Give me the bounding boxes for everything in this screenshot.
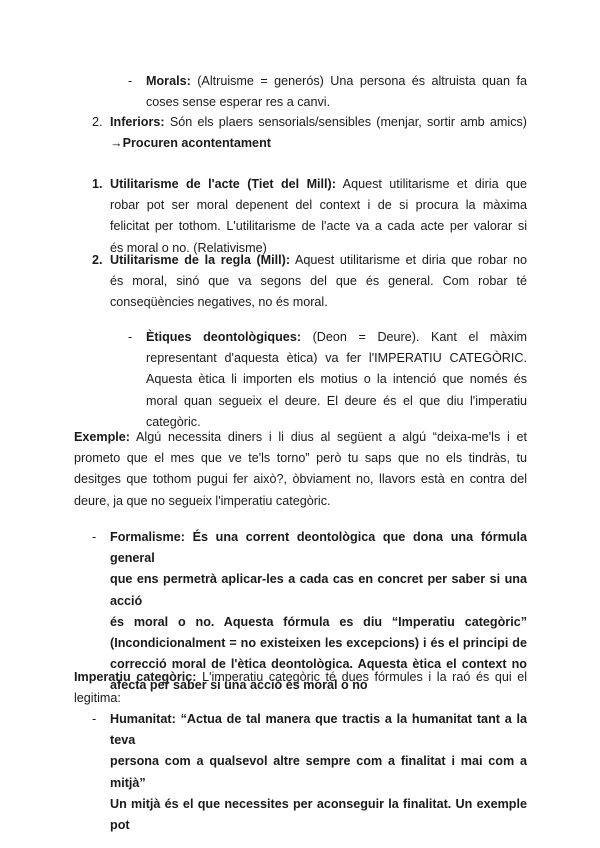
inferiors-label: Inferiors:: [110, 115, 165, 129]
utilitarisme-acte-line4: és moral o no. (Relativisme): [110, 240, 267, 255]
imperatiu-line2: legitima:: [74, 691, 121, 706]
humanitat-label: Humanitat:: [110, 712, 176, 726]
list-marker: 2.: [92, 253, 103, 267]
morals-line1: (Altruisme = generós) Una persona és altruista quan fa: [197, 74, 527, 88]
formalisme-line1: És una corrent deontològica que dona una fórmula general: [110, 530, 527, 566]
utilitarisme-acte-line1: Aquest utilitarisme et diria que: [342, 177, 527, 191]
formalisme-line5: correcció moral de l'ètica deontològica. Aquesta ètica el context no: [110, 657, 527, 672]
formalisme-label: Formalisme:: [110, 530, 185, 544]
imperatiu-label: Imperatiu categòric:: [74, 670, 197, 684]
formalisme-line4: (Incondicionalment = no existeixen les excepcions) i és el principi de: [110, 636, 527, 651]
etiques-line3: Aquesta ètica li importen els motius o la intenció que només és: [146, 372, 527, 387]
formalisme-line3: és moral o no. Aquesta fórmula es diu “Imperatiu categòric”: [110, 614, 527, 629]
exemple-paragraph: [74, 427, 527, 512]
etiques-line4: moral quan segueix el deure. El deure és el que diu l'imperatiu: [146, 393, 527, 408]
utilitarisme-acte-item: [110, 174, 527, 259]
humanitat-line2: persona com a qualsevol altre sempre com a finalitat i mai com a mitjà”: [110, 754, 527, 790]
list-marker: -: [128, 74, 133, 88]
list-marker: 2.: [92, 115, 103, 129]
humanitat-item: [110, 709, 527, 836]
etiques-line1: (Deon = Deure). Kant el màxim: [312, 330, 527, 344]
exemple-line4: deure, ja que no segueix l'imperatiu categòric.: [74, 493, 331, 508]
utilitarisme-regla-label: Utilitarisme de la regla (Mill):: [110, 253, 291, 267]
inferiors-line1: Són els plaers sensorials/sensibles (menjar, sortir amb amics): [169, 115, 527, 129]
formalisme-line6: afecta per saber si una acció és moral o no: [110, 678, 368, 693]
imperatiu-line1: L'imperatiu categòric té dues fórmules i la raó és qui el: [202, 670, 528, 684]
list-marker: 1.: [92, 177, 103, 191]
morals-label: Morals:: [146, 74, 191, 88]
humanitat-line1: “Actua de tal manera que tractis a la humanitat tant a la teva: [110, 712, 528, 748]
list-marker: -: [92, 712, 97, 726]
utilitarisme-regla-line3: conseqüències negatives, no és moral.: [110, 295, 328, 310]
exemple-line3: desitges que tothom pugui fer això?, òbviament no, llavors està en contra del: [74, 472, 527, 487]
morals-item: [146, 71, 527, 113]
exemple-label: Exemple:: [74, 430, 130, 444]
etiques-item: [146, 327, 527, 433]
utilitarisme-regla-item: [110, 250, 527, 314]
inferiors-line2: →Procuren acontentament: [110, 136, 271, 151]
list-marker: -: [92, 530, 97, 544]
inferiors-item: [110, 112, 527, 154]
humanitat-line3: Un mitjà és el que necessites per aconseguir la finalitat. Un exemple pot: [110, 796, 527, 833]
imperatiu-paragraph: [74, 667, 527, 709]
utilitarisme-regla-line2: és moral, sinó que va segons del que és general. Com robar té: [110, 274, 527, 289]
utilitarisme-acte-line2: robar pot ser moral depenent del context i de si procura la màxima: [110, 198, 527, 213]
exemple-line2: prometo que el mes que ve te'ls torno” però tu saps que no els tindràs, tu: [74, 451, 527, 466]
list-marker: -: [128, 330, 133, 344]
morals-line2: coses sense esperar res a canvi.: [146, 95, 331, 110]
etiques-label: Ètiques deontològiques:: [146, 330, 302, 344]
utilitarisme-acte-line3: felicitat per tothom. L'utilitarisme de l'acte va a cada acte per valorar si: [110, 219, 527, 234]
exemple-line1: Algú necessita diners i li dius al següent a algú “deixa-me'ls i et: [136, 430, 528, 444]
formalisme-line2: que ens permetrà aplicar-les a cada cas en concret per saber si una acció: [110, 572, 527, 608]
etiques-line2: representant d'aquesta ètica) va fer l'IMPERATIU CATEGÒRIC.: [146, 351, 527, 366]
utilitarisme-regla-line1: Aquest utilitarisme et diria que robar no: [295, 253, 527, 267]
etiques-line5: categòric.: [146, 414, 201, 429]
utilitarisme-acte-label: Utilitarisme de l'acte (Tiet del Mill):: [110, 177, 336, 191]
